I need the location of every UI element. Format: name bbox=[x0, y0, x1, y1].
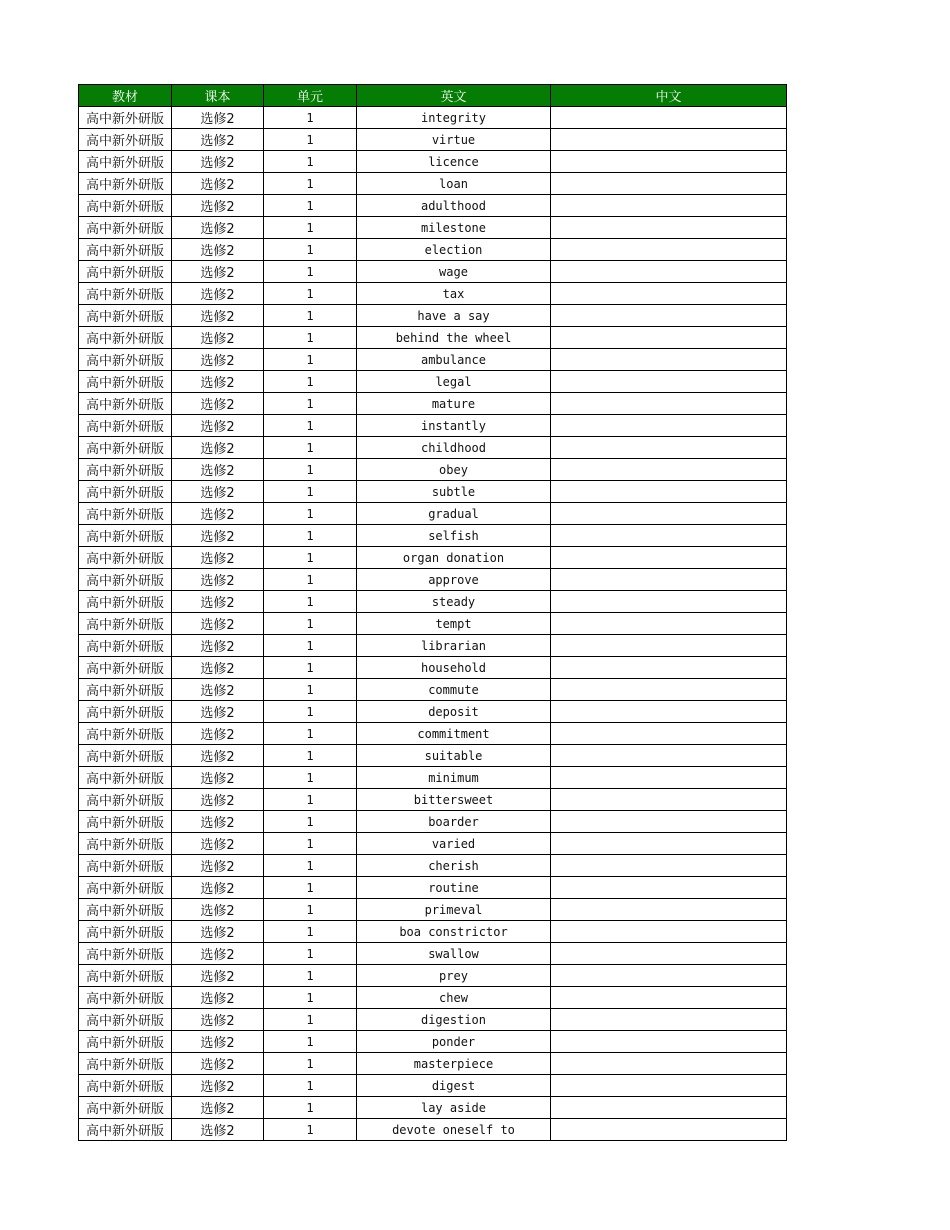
cell-unit[interactable]: 1 bbox=[264, 855, 357, 877]
cell-course[interactable]: 选修2 bbox=[172, 899, 264, 921]
table-row bbox=[79, 151, 787, 173]
cell-book[interactable]: 高中新外研版 bbox=[79, 1119, 172, 1141]
table-row bbox=[79, 1119, 787, 1141]
cell-chinese[interactable] bbox=[551, 987, 787, 1009]
cell-english[interactable]: swallow bbox=[357, 943, 551, 965]
cell-book[interactable]: 高中新外研版 bbox=[79, 1031, 172, 1053]
cell-course[interactable]: 选修2 bbox=[172, 525, 264, 547]
cell-english[interactable]: adulthood bbox=[357, 195, 551, 217]
header-chinese[interactable]: 中文 bbox=[551, 85, 787, 107]
table-row bbox=[79, 1097, 787, 1119]
cell-book[interactable]: 高中新外研版 bbox=[79, 723, 172, 745]
cell-unit[interactable]: 1 bbox=[264, 1075, 357, 1097]
cell-course[interactable]: 选修2 bbox=[172, 283, 264, 305]
table-row bbox=[79, 393, 787, 415]
table-row bbox=[79, 261, 787, 283]
table-row bbox=[79, 107, 787, 129]
cell-chinese[interactable] bbox=[551, 393, 787, 415]
cell-unit[interactable]: 1 bbox=[264, 1119, 357, 1141]
table-row bbox=[79, 525, 787, 547]
cell-course[interactable]: 选修2 bbox=[172, 833, 264, 855]
cell-unit[interactable]: 1 bbox=[264, 129, 357, 151]
cell-book[interactable]: 高中新外研版 bbox=[79, 745, 172, 767]
cell-chinese[interactable] bbox=[551, 1097, 787, 1119]
cell-unit[interactable]: 1 bbox=[264, 283, 357, 305]
cell-course[interactable]: 选修2 bbox=[172, 129, 264, 151]
cell-english[interactable]: licence bbox=[357, 151, 551, 173]
cell-book[interactable]: 高中新外研版 bbox=[79, 855, 172, 877]
cell-english[interactable]: have a say bbox=[357, 305, 551, 327]
cell-book[interactable]: 高中新外研版 bbox=[79, 943, 172, 965]
cell-book[interactable]: 高中新外研版 bbox=[79, 415, 172, 437]
cell-course[interactable]: 选修2 bbox=[172, 613, 264, 635]
cell-chinese[interactable] bbox=[551, 1075, 787, 1097]
cell-english[interactable]: obey bbox=[357, 459, 551, 481]
table-row bbox=[79, 613, 787, 635]
cell-course[interactable]: 选修2 bbox=[172, 459, 264, 481]
cell-chinese[interactable] bbox=[551, 657, 787, 679]
cell-book[interactable]: 高中新外研版 bbox=[79, 437, 172, 459]
cell-book[interactable]: 高中新外研版 bbox=[79, 1009, 172, 1031]
table-row bbox=[79, 173, 787, 195]
cell-unit[interactable]: 1 bbox=[264, 195, 357, 217]
table-row bbox=[79, 547, 787, 569]
cell-unit[interactable]: 1 bbox=[264, 657, 357, 679]
cell-book[interactable]: 高中新外研版 bbox=[79, 1075, 172, 1097]
cell-unit[interactable]: 1 bbox=[264, 1097, 357, 1119]
cell-chinese[interactable] bbox=[551, 195, 787, 217]
cell-course[interactable]: 选修2 bbox=[172, 1009, 264, 1031]
cell-book[interactable]: 高中新外研版 bbox=[79, 217, 172, 239]
cell-chinese[interactable] bbox=[551, 569, 787, 591]
cell-course[interactable]: 选修2 bbox=[172, 481, 264, 503]
cell-unit[interactable]: 1 bbox=[264, 635, 357, 657]
table-row bbox=[79, 965, 787, 987]
cell-english[interactable]: deposit bbox=[357, 701, 551, 723]
cell-course[interactable]: 选修2 bbox=[172, 591, 264, 613]
cell-unit[interactable]: 1 bbox=[264, 415, 357, 437]
cell-course[interactable]: 选修2 bbox=[172, 173, 264, 195]
cell-unit[interactable]: 1 bbox=[264, 525, 357, 547]
cell-course[interactable]: 选修2 bbox=[172, 701, 264, 723]
cell-chinese[interactable] bbox=[551, 371, 787, 393]
cell-chinese[interactable] bbox=[551, 107, 787, 129]
cell-book[interactable]: 高中新外研版 bbox=[79, 987, 172, 1009]
cell-book[interactable]: 高中新外研版 bbox=[79, 107, 172, 129]
cell-unit[interactable]: 1 bbox=[264, 239, 357, 261]
cell-unit[interactable]: 1 bbox=[264, 1031, 357, 1053]
cell-chinese[interactable] bbox=[551, 591, 787, 613]
table-row bbox=[79, 921, 787, 943]
cell-chinese[interactable] bbox=[551, 459, 787, 481]
cell-unit[interactable]: 1 bbox=[264, 701, 357, 723]
cell-chinese[interactable] bbox=[551, 701, 787, 723]
cell-chinese[interactable] bbox=[551, 415, 787, 437]
cell-course[interactable]: 选修2 bbox=[172, 767, 264, 789]
cell-unit[interactable]: 1 bbox=[264, 811, 357, 833]
table-row bbox=[79, 701, 787, 723]
table-row bbox=[79, 679, 787, 701]
cell-chinese[interactable] bbox=[551, 129, 787, 151]
cell-course[interactable]: 选修2 bbox=[172, 547, 264, 569]
cell-unit[interactable]: 1 bbox=[264, 679, 357, 701]
table-row bbox=[79, 723, 787, 745]
cell-unit[interactable]: 1 bbox=[264, 217, 357, 239]
cell-unit[interactable]: 1 bbox=[264, 437, 357, 459]
table-row bbox=[79, 283, 787, 305]
cell-unit[interactable]: 1 bbox=[264, 459, 357, 481]
header-row bbox=[79, 85, 787, 107]
cell-english[interactable]: bittersweet bbox=[357, 789, 551, 811]
cell-english[interactable]: tax bbox=[357, 283, 551, 305]
cell-course[interactable]: 选修2 bbox=[172, 503, 264, 525]
cell-book[interactable]: 高中新外研版 bbox=[79, 459, 172, 481]
table-row bbox=[79, 855, 787, 877]
cell-chinese[interactable] bbox=[551, 877, 787, 899]
cell-course[interactable]: 选修2 bbox=[172, 965, 264, 987]
cell-book[interactable]: 高中新外研版 bbox=[79, 569, 172, 591]
cell-chinese[interactable] bbox=[551, 547, 787, 569]
cell-book[interactable]: 高中新外研版 bbox=[79, 503, 172, 525]
cell-course[interactable]: 选修2 bbox=[172, 679, 264, 701]
table-row bbox=[79, 1009, 787, 1031]
cell-chinese[interactable] bbox=[551, 855, 787, 877]
cell-book[interactable]: 高中新外研版 bbox=[79, 591, 172, 613]
cell-english[interactable]: minimum bbox=[357, 767, 551, 789]
table-row bbox=[79, 305, 787, 327]
cell-course[interactable]: 选修2 bbox=[172, 723, 264, 745]
cell-english[interactable]: loan bbox=[357, 173, 551, 195]
cell-chinese[interactable] bbox=[551, 173, 787, 195]
cell-course[interactable]: 选修2 bbox=[172, 151, 264, 173]
table-row bbox=[79, 327, 787, 349]
cell-unit[interactable]: 1 bbox=[264, 173, 357, 195]
cell-chinese[interactable] bbox=[551, 833, 787, 855]
cell-chinese[interactable] bbox=[551, 745, 787, 767]
cell-course[interactable]: 选修2 bbox=[172, 371, 264, 393]
cell-english[interactable]: approve bbox=[357, 569, 551, 591]
cell-course[interactable]: 选修2 bbox=[172, 855, 264, 877]
cell-english[interactable]: digest bbox=[357, 1075, 551, 1097]
cell-english[interactable]: gradual bbox=[357, 503, 551, 525]
cell-chinese[interactable] bbox=[551, 217, 787, 239]
cell-book[interactable]: 高中新外研版 bbox=[79, 481, 172, 503]
cell-book[interactable]: 高中新外研版 bbox=[79, 195, 172, 217]
cell-unit[interactable]: 1 bbox=[264, 371, 357, 393]
cell-english[interactable]: boa constrictor bbox=[357, 921, 551, 943]
cell-english[interactable]: varied bbox=[357, 833, 551, 855]
cell-chinese[interactable] bbox=[551, 899, 787, 921]
cell-course[interactable]: 选修2 bbox=[172, 437, 264, 459]
cell-english[interactable]: lay aside bbox=[357, 1097, 551, 1119]
cell-course[interactable]: 选修2 bbox=[172, 1053, 264, 1075]
cell-chinese[interactable] bbox=[551, 261, 787, 283]
cell-book[interactable]: 高中新外研版 bbox=[79, 657, 172, 679]
table-row bbox=[79, 195, 787, 217]
cell-book[interactable]: 高中新外研版 bbox=[79, 393, 172, 415]
cell-course[interactable]: 选修2 bbox=[172, 635, 264, 657]
cell-english[interactable]: steady bbox=[357, 591, 551, 613]
cell-chinese[interactable] bbox=[551, 965, 787, 987]
cell-book[interactable]: 高中新外研版 bbox=[79, 965, 172, 987]
cell-book[interactable]: 高中新外研版 bbox=[79, 833, 172, 855]
table-row bbox=[79, 833, 787, 855]
table-row bbox=[79, 349, 787, 371]
cell-unit[interactable]: 1 bbox=[264, 261, 357, 283]
cell-chinese[interactable] bbox=[551, 1119, 787, 1141]
cell-chinese[interactable] bbox=[551, 1031, 787, 1053]
cell-chinese[interactable] bbox=[551, 327, 787, 349]
cell-english[interactable]: commitment bbox=[357, 723, 551, 745]
cell-book[interactable]: 高中新外研版 bbox=[79, 305, 172, 327]
cell-book[interactable]: 高中新外研版 bbox=[79, 701, 172, 723]
cell-course[interactable]: 选修2 bbox=[172, 239, 264, 261]
cell-english[interactable]: routine bbox=[357, 877, 551, 899]
cell-unit[interactable]: 1 bbox=[264, 393, 357, 415]
table-row bbox=[79, 1031, 787, 1053]
cell-unit[interactable]: 1 bbox=[264, 943, 357, 965]
cell-book[interactable]: 高中新外研版 bbox=[79, 635, 172, 657]
cell-english[interactable]: household bbox=[357, 657, 551, 679]
cell-unit[interactable]: 1 bbox=[264, 789, 357, 811]
table-row bbox=[79, 767, 787, 789]
cell-course[interactable]: 选修2 bbox=[172, 943, 264, 965]
cell-course[interactable]: 选修2 bbox=[172, 921, 264, 943]
cell-unit[interactable]: 1 bbox=[264, 503, 357, 525]
cell-course[interactable]: 选修2 bbox=[172, 877, 264, 899]
cell-book[interactable]: 高中新外研版 bbox=[79, 239, 172, 261]
cell-english[interactable]: behind the wheel bbox=[357, 327, 551, 349]
cell-chinese[interactable] bbox=[551, 1053, 787, 1075]
cell-english[interactable]: organ donation bbox=[357, 547, 551, 569]
cell-course[interactable]: 选修2 bbox=[172, 811, 264, 833]
table-row bbox=[79, 635, 787, 657]
cell-book[interactable]: 高中新外研版 bbox=[79, 371, 172, 393]
cell-english[interactable]: subtle bbox=[357, 481, 551, 503]
cell-english[interactable]: mature bbox=[357, 393, 551, 415]
cell-chinese[interactable] bbox=[551, 767, 787, 789]
cell-book[interactable]: 高中新外研版 bbox=[79, 547, 172, 569]
cell-course[interactable]: 选修2 bbox=[172, 261, 264, 283]
cell-chinese[interactable] bbox=[551, 305, 787, 327]
cell-course[interactable]: 选修2 bbox=[172, 1031, 264, 1053]
cell-chinese[interactable] bbox=[551, 239, 787, 261]
cell-chinese[interactable] bbox=[551, 635, 787, 657]
cell-course[interactable]: 选修2 bbox=[172, 569, 264, 591]
cell-course[interactable]: 选修2 bbox=[172, 745, 264, 767]
vocabulary-table bbox=[78, 84, 787, 1141]
cell-course[interactable]: 选修2 bbox=[172, 789, 264, 811]
cell-course[interactable]: 选修2 bbox=[172, 987, 264, 1009]
cell-english[interactable]: milestone bbox=[357, 217, 551, 239]
cell-book[interactable]: 高中新外研版 bbox=[79, 129, 172, 151]
cell-book[interactable]: 高中新外研版 bbox=[79, 877, 172, 899]
cell-book[interactable]: 高中新外研版 bbox=[79, 679, 172, 701]
cell-unit[interactable]: 1 bbox=[264, 767, 357, 789]
table-row bbox=[79, 129, 787, 151]
cell-chinese[interactable] bbox=[551, 1009, 787, 1031]
cell-english[interactable]: virtue bbox=[357, 129, 551, 151]
cell-english[interactable]: prey bbox=[357, 965, 551, 987]
cell-english[interactable]: ambulance bbox=[357, 349, 551, 371]
cell-chinese[interactable] bbox=[551, 283, 787, 305]
cell-course[interactable]: 选修2 bbox=[172, 1075, 264, 1097]
cell-unit[interactable]: 1 bbox=[264, 921, 357, 943]
cell-english[interactable]: wage bbox=[357, 261, 551, 283]
cell-book[interactable]: 高中新外研版 bbox=[79, 921, 172, 943]
cell-book[interactable]: 高中新外研版 bbox=[79, 899, 172, 921]
cell-chinese[interactable] bbox=[551, 525, 787, 547]
cell-book[interactable]: 高中新外研版 bbox=[79, 1097, 172, 1119]
cell-chinese[interactable] bbox=[551, 943, 787, 965]
table-body bbox=[79, 107, 787, 1141]
cell-english[interactable]: integrity bbox=[357, 107, 551, 129]
header-book[interactable]: 教材 bbox=[79, 85, 172, 107]
cell-course[interactable]: 选修2 bbox=[172, 305, 264, 327]
table-row bbox=[79, 503, 787, 525]
table-row bbox=[79, 371, 787, 393]
cell-chinese[interactable] bbox=[551, 789, 787, 811]
cell-unit[interactable]: 1 bbox=[264, 349, 357, 371]
header-english[interactable]: 英文 bbox=[357, 85, 551, 107]
cell-unit[interactable]: 1 bbox=[264, 481, 357, 503]
cell-english[interactable]: digestion bbox=[357, 1009, 551, 1031]
cell-english[interactable]: tempt bbox=[357, 613, 551, 635]
cell-english[interactable]: instantly bbox=[357, 415, 551, 437]
cell-unit[interactable]: 1 bbox=[264, 1009, 357, 1031]
table-row bbox=[79, 459, 787, 481]
cell-unit[interactable]: 1 bbox=[264, 547, 357, 569]
cell-unit[interactable]: 1 bbox=[264, 569, 357, 591]
cell-course[interactable]: 选修2 bbox=[172, 195, 264, 217]
cell-unit[interactable]: 1 bbox=[264, 613, 357, 635]
cell-english[interactable]: boarder bbox=[357, 811, 551, 833]
cell-book[interactable]: 高中新外研版 bbox=[79, 283, 172, 305]
cell-unit[interactable]: 1 bbox=[264, 591, 357, 613]
cell-chinese[interactable] bbox=[551, 349, 787, 371]
cell-book[interactable]: 高中新外研版 bbox=[79, 525, 172, 547]
table-row bbox=[79, 569, 787, 591]
cell-unit[interactable]: 1 bbox=[264, 305, 357, 327]
cell-english[interactable]: cherish bbox=[357, 855, 551, 877]
cell-chinese[interactable] bbox=[551, 481, 787, 503]
cell-book[interactable]: 高中新外研版 bbox=[79, 327, 172, 349]
table-row bbox=[79, 437, 787, 459]
cell-english[interactable]: primeval bbox=[357, 899, 551, 921]
cell-chinese[interactable] bbox=[551, 151, 787, 173]
table-row bbox=[79, 591, 787, 613]
cell-book[interactable]: 高中新外研版 bbox=[79, 349, 172, 371]
cell-unit[interactable]: 1 bbox=[264, 723, 357, 745]
cell-chinese[interactable] bbox=[551, 613, 787, 635]
cell-book[interactable]: 高中新外研版 bbox=[79, 811, 172, 833]
cell-english[interactable]: election bbox=[357, 239, 551, 261]
cell-book[interactable]: 高中新外研版 bbox=[79, 261, 172, 283]
cell-course[interactable]: 选修2 bbox=[172, 107, 264, 129]
cell-english[interactable]: selfish bbox=[357, 525, 551, 547]
cell-chinese[interactable] bbox=[551, 503, 787, 525]
table-row bbox=[79, 899, 787, 921]
cell-english[interactable]: librarian bbox=[357, 635, 551, 657]
cell-chinese[interactable] bbox=[551, 921, 787, 943]
cell-unit[interactable]: 1 bbox=[264, 1053, 357, 1075]
cell-book[interactable]: 高中新外研版 bbox=[79, 789, 172, 811]
table-row bbox=[79, 239, 787, 261]
cell-course[interactable]: 选修2 bbox=[172, 393, 264, 415]
cell-unit[interactable]: 1 bbox=[264, 899, 357, 921]
header-unit[interactable]: 单元 bbox=[264, 85, 357, 107]
cell-chinese[interactable] bbox=[551, 811, 787, 833]
cell-book[interactable]: 高中新外研版 bbox=[79, 613, 172, 635]
table-row bbox=[79, 1075, 787, 1097]
table-row bbox=[79, 657, 787, 679]
table-row bbox=[79, 877, 787, 899]
cell-unit[interactable]: 1 bbox=[264, 987, 357, 1009]
cell-course[interactable]: 选修2 bbox=[172, 415, 264, 437]
cell-book[interactable]: 高中新外研版 bbox=[79, 1053, 172, 1075]
table-row bbox=[79, 943, 787, 965]
cell-chinese[interactable] bbox=[551, 437, 787, 459]
cell-english[interactable]: childhood bbox=[357, 437, 551, 459]
cell-unit[interactable]: 1 bbox=[264, 877, 357, 899]
cell-chinese[interactable] bbox=[551, 723, 787, 745]
table-row bbox=[79, 1053, 787, 1075]
cell-book[interactable]: 高中新外研版 bbox=[79, 767, 172, 789]
cell-unit[interactable]: 1 bbox=[264, 107, 357, 129]
table-row bbox=[79, 745, 787, 767]
cell-english[interactable]: legal bbox=[357, 371, 551, 393]
table-row bbox=[79, 217, 787, 239]
cell-unit[interactable]: 1 bbox=[264, 745, 357, 767]
header-course[interactable]: 课本 bbox=[172, 85, 264, 107]
cell-unit[interactable]: 1 bbox=[264, 965, 357, 987]
cell-unit[interactable]: 1 bbox=[264, 327, 357, 349]
table-row bbox=[79, 811, 787, 833]
cell-english[interactable]: ponder bbox=[357, 1031, 551, 1053]
cell-english[interactable]: chew bbox=[357, 987, 551, 1009]
cell-book[interactable]: 高中新外研版 bbox=[79, 151, 172, 173]
cell-english[interactable]: masterpiece bbox=[357, 1053, 551, 1075]
cell-course[interactable]: 选修2 bbox=[172, 1119, 264, 1141]
cell-english[interactable]: suitable bbox=[357, 745, 551, 767]
cell-course[interactable]: 选修2 bbox=[172, 1097, 264, 1119]
cell-course[interactable]: 选修2 bbox=[172, 217, 264, 239]
cell-unit[interactable]: 1 bbox=[264, 151, 357, 173]
cell-english[interactable]: commute bbox=[357, 679, 551, 701]
table-row bbox=[79, 789, 787, 811]
table-row bbox=[79, 415, 787, 437]
table-row bbox=[79, 481, 787, 503]
cell-course[interactable]: 选修2 bbox=[172, 349, 264, 371]
cell-chinese[interactable] bbox=[551, 679, 787, 701]
table-row bbox=[79, 987, 787, 1009]
cell-english[interactable]: devote oneself to bbox=[357, 1119, 551, 1141]
cell-book[interactable]: 高中新外研版 bbox=[79, 173, 172, 195]
cell-course[interactable]: 选修2 bbox=[172, 657, 264, 679]
cell-course[interactable]: 选修2 bbox=[172, 327, 264, 349]
cell-unit[interactable]: 1 bbox=[264, 833, 357, 855]
